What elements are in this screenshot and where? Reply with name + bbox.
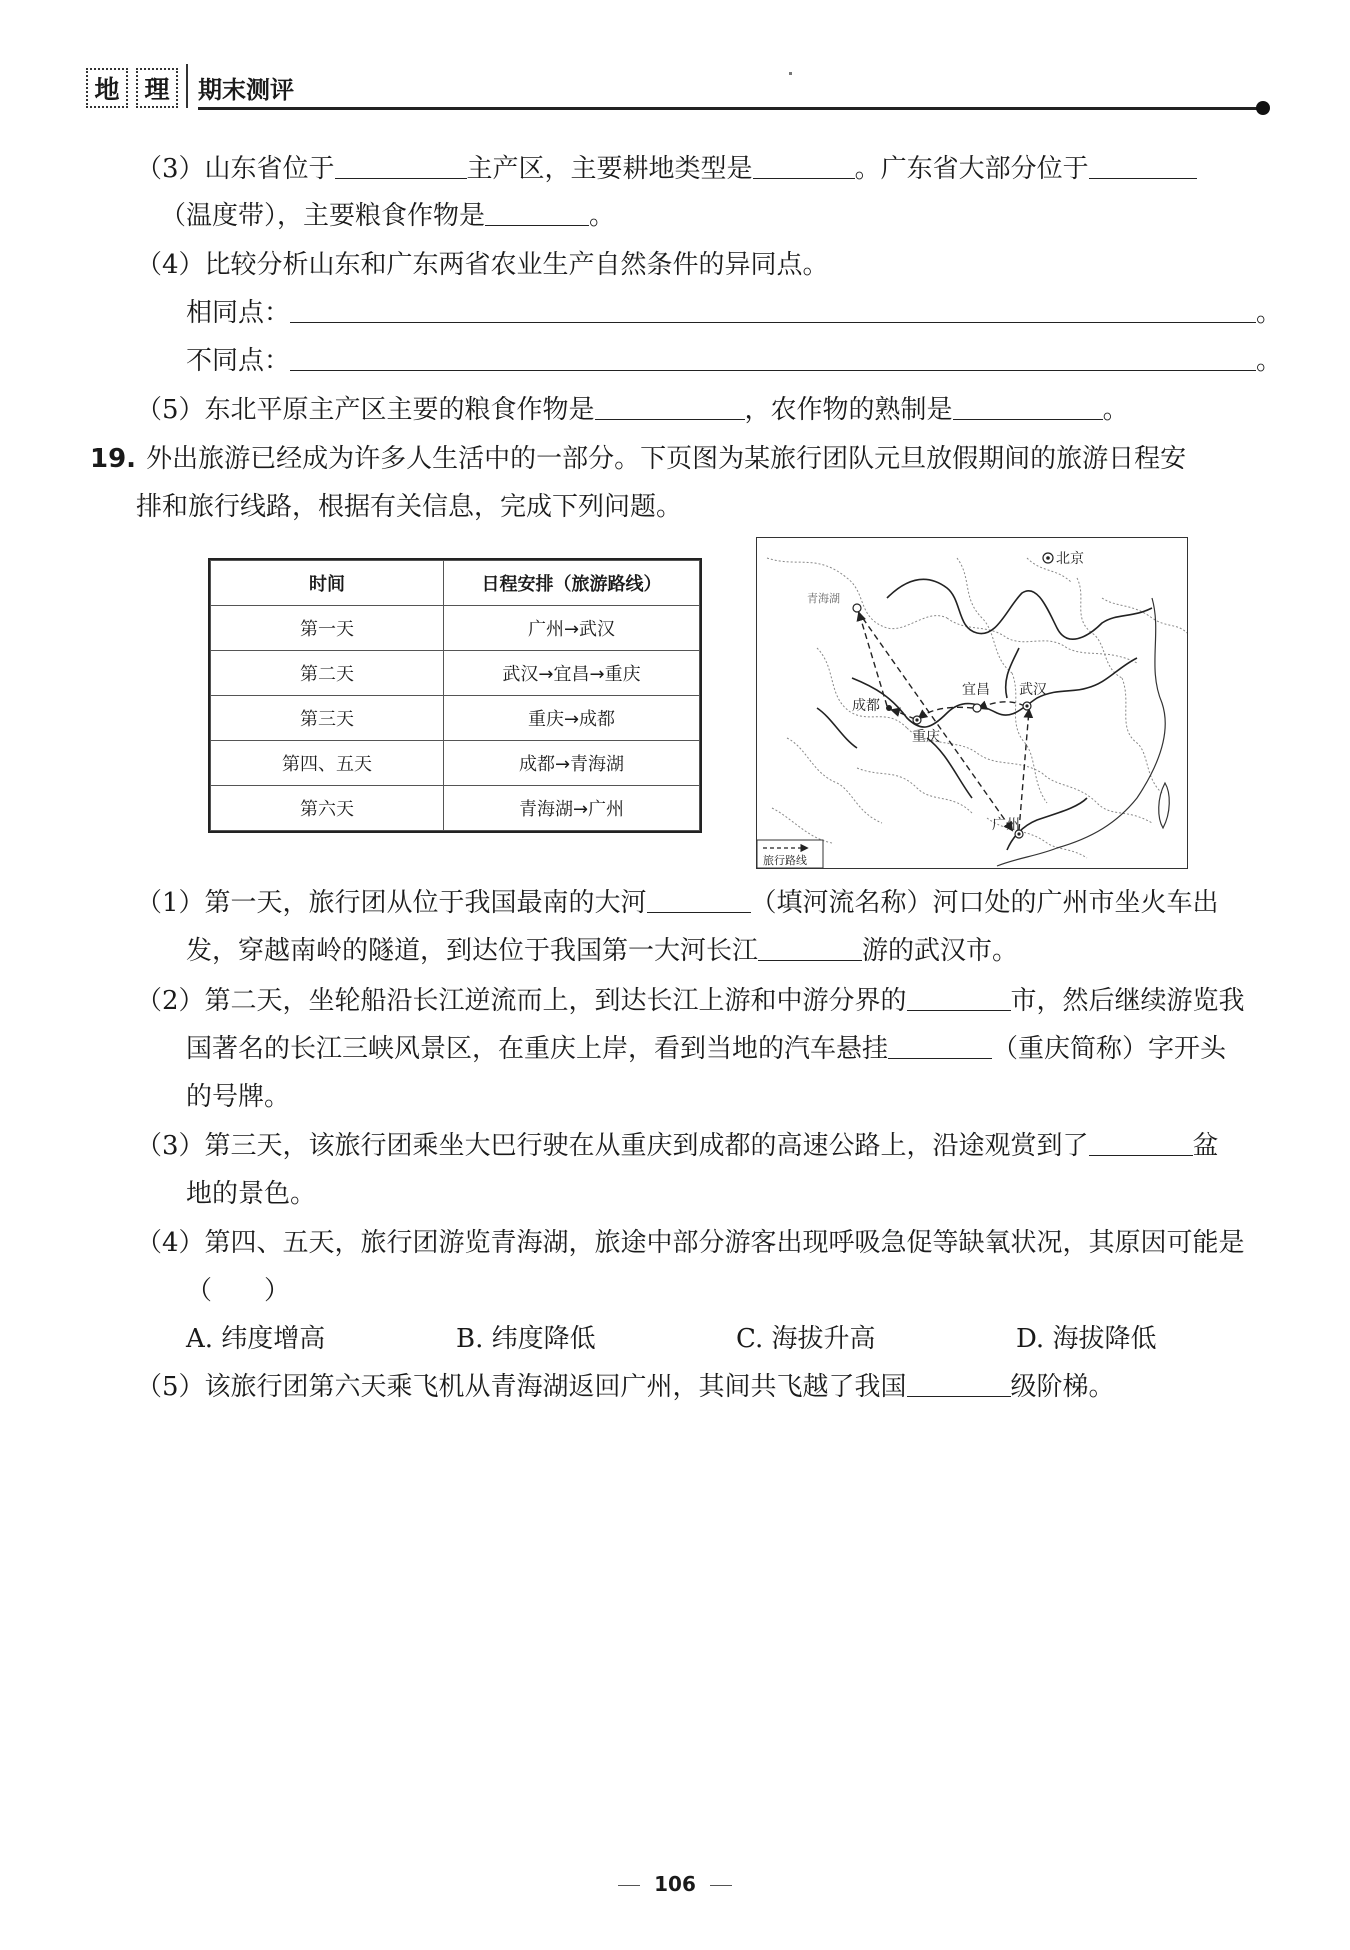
q19-part2-line3: 的号牌。 bbox=[186, 1082, 291, 1112]
map-label-chongqing: 重庆 bbox=[912, 729, 940, 745]
table-cell: 第二天 bbox=[211, 651, 444, 696]
q19-part3-line2: 地的景色。 bbox=[186, 1179, 317, 1209]
map-label-wuhan: 武汉 bbox=[1019, 682, 1047, 698]
q18-part3-line1: （3）山东省位于 主产区，主要耕地类型是 。广东省大部分位于 bbox=[136, 152, 1197, 186]
answer-blank[interactable] bbox=[1089, 1129, 1193, 1156]
answer-blank[interactable] bbox=[290, 296, 1256, 323]
q19-part4-line1: （4）第四、五天，旅行团游览青海湖，旅途中部分游客出现呼吸急促等缺氧状况，其原因可能是 bbox=[136, 1228, 1245, 1258]
section-title: 期末测评 bbox=[198, 76, 294, 104]
table-row bbox=[211, 696, 700, 741]
page-number bbox=[0, 1872, 1350, 1896]
travel-route-map bbox=[756, 537, 1188, 869]
q19-part1-line1: （1）第一天，旅行团从位于我国最南的大河 （填河流名称）河口处的广州市坐火车出 bbox=[136, 888, 1219, 918]
q19-part3-line1: （3）第三天，该旅行团乘坐大巴行驶在从重庆到成都的高速公路上，沿途观赏到了 盆 bbox=[136, 1131, 1219, 1161]
page-number-dash-right bbox=[710, 1885, 732, 1886]
page-number-dash-left bbox=[618, 1885, 640, 1886]
answer-blank[interactable] bbox=[907, 1370, 1011, 1397]
q19-part2-line1: （2）第二天，坐轮船沿长江逆流而上，到达长江上游和中游分界的 市，然后继续游览我 bbox=[136, 986, 1245, 1016]
answer-blank[interactable] bbox=[647, 886, 751, 913]
table-cell: 成都→青海湖 bbox=[444, 741, 700, 786]
table-cell: 第一天 bbox=[211, 606, 444, 651]
choice-c[interactable]: C. 海拔升高 bbox=[736, 1324, 876, 1354]
route-guangzhou-wuhan bbox=[1019, 710, 1029, 830]
taiwan-outline bbox=[1159, 783, 1170, 828]
stray-mark bbox=[789, 72, 792, 75]
table-row bbox=[211, 651, 700, 696]
table-row bbox=[211, 606, 700, 651]
map-legend bbox=[757, 840, 823, 868]
table-cell: 重庆→成都 bbox=[444, 696, 700, 741]
map-label-chengdu: 成都 bbox=[852, 698, 880, 714]
table-cell: 第六天 bbox=[211, 786, 444, 831]
q19-part5: （5）该旅行团第六天乘飞机从青海湖返回广州，其间共飞越了我国 级阶梯。 bbox=[136, 1372, 1115, 1402]
header-rule bbox=[198, 107, 1258, 110]
choice-b[interactable]: B. 纬度降低 bbox=[456, 1324, 596, 1354]
table-cell: 第三天 bbox=[211, 696, 444, 741]
route-chengdu-qinghai bbox=[859, 613, 887, 706]
table-cell: 武汉→宜昌→重庆 bbox=[444, 651, 700, 696]
q19-intro-line1: 19. 外出旅游已经成为许多人生活中的一部分。下页图为某旅行团队元旦放假期间的旅游日程安 bbox=[90, 444, 1187, 474]
subject-char-2: 理 bbox=[136, 68, 178, 108]
map-label-beijing: 北京 bbox=[1056, 551, 1084, 567]
answer-blank[interactable] bbox=[953, 393, 1103, 420]
q19-part2-line2: 国著名的长江三峡风景区，在重庆上岸，看到当地的汽车悬挂 （重庆简称）字开头 bbox=[186, 1034, 1227, 1064]
answer-blank[interactable] bbox=[1089, 152, 1197, 179]
q19-intro-line2: 排和旅行线路，根据有关信息，完成下列问题。 bbox=[136, 492, 683, 522]
map-legend-label: 旅行路线 bbox=[763, 854, 807, 867]
answer-blank[interactable] bbox=[753, 152, 855, 179]
rivers bbox=[817, 579, 1152, 850]
map-svg bbox=[757, 538, 1187, 868]
table-header: 日程安排（旅游路线） bbox=[444, 561, 700, 606]
table-header-row bbox=[211, 561, 700, 606]
schedule-table bbox=[210, 560, 700, 831]
q18-part3-line2: （温度带），主要粮食作物是 。 bbox=[160, 201, 616, 231]
q19-part4-answer-bracket[interactable]: （ ） bbox=[186, 1276, 291, 1306]
table-header: 时间 bbox=[211, 561, 444, 606]
header-divider bbox=[186, 64, 188, 108]
table-row bbox=[211, 741, 700, 786]
table-cell: 广州→武汉 bbox=[444, 606, 700, 651]
route-wuhan-yichang bbox=[979, 702, 1025, 708]
table-cell: 第四、五天 bbox=[211, 741, 444, 786]
q18-part5: （5）东北平原主产区主要的粮食作物是 ，农作物的熟制是 。 bbox=[136, 395, 1129, 425]
q18-part4-diff: 不同点： 。 bbox=[186, 346, 1283, 376]
answer-blank[interactable] bbox=[335, 152, 467, 179]
choice-a[interactable]: A. 纬度增高 bbox=[186, 1324, 326, 1354]
subject-char-1: 地 bbox=[86, 68, 128, 108]
route-chongqing-chengdu bbox=[892, 710, 915, 719]
answer-blank[interactable] bbox=[907, 984, 1011, 1011]
answer-blank[interactable] bbox=[290, 344, 1256, 371]
q18-part4-same: 相同点： 。 bbox=[186, 298, 1283, 328]
header-rule-dot bbox=[1256, 101, 1270, 115]
page-number-text: 106 bbox=[654, 1872, 696, 1896]
q18-part4: （4）比较分析山东和广东两省农业生产自然条件的异同点。 bbox=[136, 250, 829, 280]
table-row bbox=[211, 786, 700, 831]
map-label-yichang: 宜昌 bbox=[962, 682, 990, 698]
table-cell: 青海湖→广州 bbox=[444, 786, 700, 831]
answer-blank[interactable] bbox=[595, 393, 745, 420]
map-label-qinghai-lake: 青海湖 bbox=[807, 592, 840, 605]
travel-routes bbox=[857, 610, 1029, 830]
answer-blank[interactable] bbox=[758, 934, 862, 961]
answer-blank[interactable] bbox=[888, 1032, 992, 1059]
answer-blank[interactable] bbox=[485, 199, 589, 226]
map-label-guangzhou: 广州 bbox=[992, 817, 1020, 833]
q19-part1-line2: 发，穿越南岭的隧道，到达位于我国第一大河长江 游的武汉市。 bbox=[186, 936, 1019, 966]
choice-d[interactable]: D. 海拔降低 bbox=[1016, 1324, 1157, 1354]
